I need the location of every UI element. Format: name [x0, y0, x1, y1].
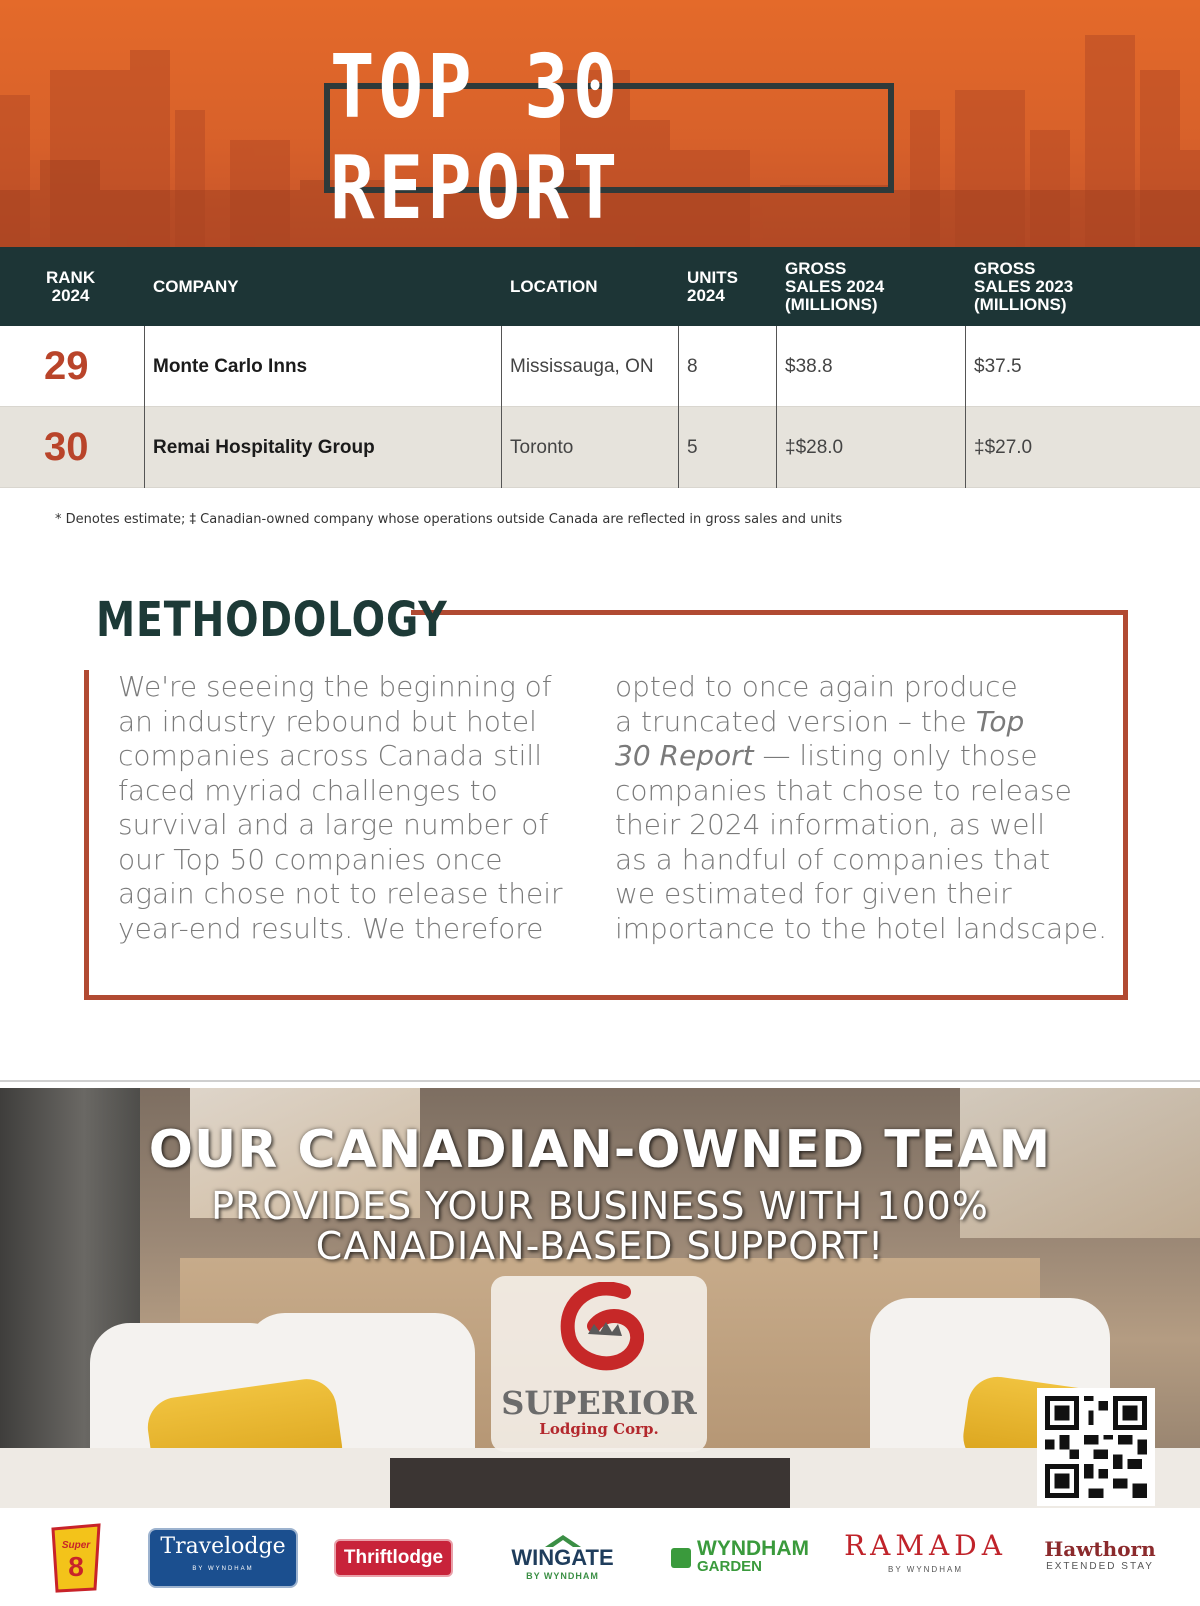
methodology-column-2: [615, 670, 1115, 946]
table-header: [0, 247, 1200, 326]
methodology-line: their 2024 information, as well: [615, 808, 1046, 841]
rank-cell: 30: [44, 425, 89, 469]
methodology-line: again chose not to release their: [118, 877, 563, 910]
report-banner: [0, 0, 1200, 248]
superior-logo-icon: [554, 1282, 644, 1382]
units-cell: 8: [687, 355, 698, 377]
nightstand-graphic: [390, 1458, 790, 1508]
superior-logo[interactable]: [491, 1276, 707, 1452]
travelodge-badge: [148, 1528, 297, 1588]
header-units-line1: UNITS: [687, 268, 738, 287]
location-cell: Mississauga, ON: [510, 355, 654, 377]
methodology-line: companies across Canada still: [118, 739, 542, 772]
wingate-wordmark: [511, 1531, 613, 1585]
gross-2024-cell: ‡$28.0: [785, 436, 844, 458]
methodology-line: as a handful of companies that: [615, 842, 1051, 876]
header-gross-2024-line1: GROSS: [785, 259, 847, 278]
thriftlodge-badge: Thriftlodge: [334, 1539, 453, 1577]
report-name-italic: 30 Report: [615, 739, 754, 772]
location-cell: Toronto: [510, 436, 574, 458]
ramada-sub: BY WYNDHAM: [888, 1565, 963, 1574]
column-divider: [776, 326, 777, 407]
table-footnote: * Denotes estimate; ‡ Canadian-owned company whose operations outside Canada are reflected in gross sales and units: [55, 512, 843, 527]
travelodge-sub: BY WYNDHAM: [192, 1566, 254, 1572]
column-divider: [776, 407, 777, 488]
gross-2024-cell: $38.8: [785, 355, 833, 377]
gross-2023-cell: $37.5: [974, 355, 1022, 377]
header-gross-2023-line3: (MILLIONS): [974, 295, 1067, 314]
wyndham-sub: GARDEN: [697, 1558, 763, 1575]
company-cell: Monte Carlo Inns: [153, 355, 308, 377]
header-rank-line2: 2024: [51, 286, 90, 305]
methodology-line: [615, 705, 1115, 740]
column-divider: [965, 407, 966, 488]
brand-logo-strip: [0, 1510, 1200, 1606]
qr-code[interactable]: [1037, 1388, 1155, 1506]
section-divider: [0, 1080, 1200, 1082]
methodology-line: We're seeeing the beginning of: [118, 670, 552, 703]
header-gross-2024: [785, 260, 884, 314]
column-divider: [501, 326, 502, 407]
table-row: [0, 326, 1200, 407]
wyndham-name: WYNDHAM: [697, 1537, 809, 1560]
logo-name: SUPERIOR: [501, 1384, 697, 1422]
methodology-line: our Top 50 companies once: [118, 842, 503, 876]
super8-logo[interactable]: [46, 1510, 106, 1606]
header-gross-2023: [974, 260, 1073, 314]
hawthorn-logo[interactable]: [1040, 1510, 1160, 1606]
advertisement[interactable]: [0, 1088, 1200, 1508]
column-divider: [144, 326, 145, 407]
wyndham-garden-text: [697, 1537, 809, 1576]
methodology-line: survival and a large number of: [118, 808, 549, 841]
report-title-frame: [324, 36, 894, 240]
column-divider: [501, 407, 502, 488]
methodology-line: companies that chose to release: [615, 773, 1072, 807]
column-divider: [965, 326, 966, 407]
methodology-heading: METHODOLOGY: [96, 592, 448, 648]
super8-word: Super: [61, 1540, 91, 1551]
methodology-line: an industry rebound but hotel: [118, 704, 537, 738]
methodology-text: — listing only those: [753, 739, 1038, 772]
column-divider: [678, 326, 679, 407]
methodology-line: [615, 739, 1115, 774]
methodology-line: faced myriad challenges to: [118, 773, 498, 807]
hawthorn-sub: EXTENDED STAY: [1046, 1561, 1154, 1572]
wingate-name: WINGATE: [511, 1545, 614, 1570]
super8-text: [46, 1538, 106, 1580]
ramada-name: RAMADA: [844, 1529, 1007, 1562]
header-gross-2024-line2: SALES 2024: [785, 277, 885, 296]
header-location: LOCATION: [510, 277, 598, 296]
travelodge-logo[interactable]: [158, 1510, 288, 1606]
ranking-table: [0, 247, 1200, 488]
methodology-text: a truncated version – the: [615, 704, 976, 738]
hawthorn-name: Hawthorn: [1044, 1537, 1156, 1561]
gross-2023-cell: ‡$27.0: [974, 436, 1033, 458]
ramada-wordmark: [844, 1529, 1007, 1582]
header-rank-line1: RANK: [46, 268, 96, 287]
super8-number: 8: [68, 1551, 84, 1582]
wyndham-leaf-icon: [671, 1548, 691, 1568]
methodology-frame-gap: [80, 612, 92, 670]
column-divider: [144, 407, 145, 488]
units-cell: 5: [687, 436, 698, 458]
travelodge-name: Travelodge: [160, 1534, 286, 1559]
report-title: TOP 30 REPORT: [330, 36, 622, 240]
ramada-logo[interactable]: [844, 1510, 1007, 1606]
hawthorn-wordmark: [1044, 1537, 1156, 1576]
qr-code-icon: [1045, 1396, 1147, 1498]
ad-subheadline: CANADIAN-BASED SUPPORT!: [315, 1224, 885, 1268]
column-divider: [678, 407, 679, 488]
company-cell: Remai Hospitality Group: [153, 436, 375, 458]
wyndham-garden-logo[interactable]: [670, 1510, 810, 1606]
wingate-sub: BY WYNDHAM: [526, 1571, 599, 1581]
logo-subtitle: Lodging Corp.: [539, 1420, 659, 1438]
header-units: [687, 269, 738, 305]
header-gross-2023-line1: GROSS: [974, 259, 1036, 278]
methodology-line: year-end results. We therefore: [118, 911, 544, 945]
methodology-frame-top: [411, 610, 1128, 615]
header-company: COMPANY: [153, 277, 239, 296]
ad-headline: OUR CANADIAN-OWNED TEAM: [148, 1120, 1052, 1180]
wingate-logo[interactable]: [505, 1510, 620, 1606]
methodology-line: opted to once again produce: [615, 670, 1018, 703]
header-gross-2023-line2: SALES 2023: [974, 277, 1074, 296]
methodology-line: we estimated for given their: [615, 877, 1012, 910]
rank-cell: 29: [44, 344, 89, 388]
header-rank: [46, 269, 95, 305]
thriftlodge-logo[interactable]: [336, 1510, 451, 1606]
header-gross-2024-line3: (MILLIONS): [785, 295, 878, 314]
header-units-line2: 2024: [687, 286, 725, 305]
methodology-line: importance to the hotel landscape.: [615, 911, 1107, 945]
report-name-italic: Top: [975, 704, 1025, 738]
methodology-column-1: [118, 670, 568, 946]
table-row: [0, 407, 1200, 488]
wyndham-garden-wordmark: [671, 1537, 809, 1576]
ad-subheadline: PROVIDES YOUR BUSINESS WITH 100%: [211, 1184, 989, 1228]
